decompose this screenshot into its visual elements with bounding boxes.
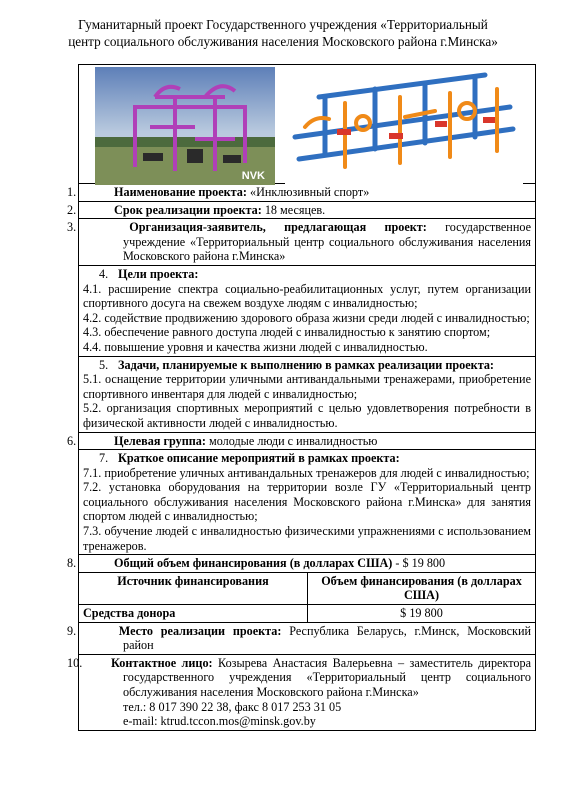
item-value: 18 месяцев.	[261, 202, 326, 217]
item-contact	[67, 654, 535, 730]
funding-table-header	[79, 572, 535, 604]
item-label: Целевая группа:	[114, 433, 206, 448]
project-form	[67, 64, 536, 731]
goal-1: 4.1. расширение спектра социально-реабилитационных услуг, путем организации спортивного досуга на свежем воздухе людям с инвалидностью;	[83, 281, 531, 311]
item-project-term	[67, 201, 535, 219]
funding-table-row	[79, 604, 535, 622]
item-number: 6.	[67, 433, 77, 448]
item-label: Организация-заявитель, предлагающая проект:	[129, 220, 427, 235]
goal-3: 4.3. обеспечение равного доступа людей с инвалидностью к занятию спортом;	[83, 325, 491, 340]
item-number: 10.	[67, 655, 83, 670]
contact-phone: тел.: 8 017 390 22 38, факс 8 017 253 31 05	[123, 699, 342, 714]
item-applicant	[67, 218, 535, 265]
item-project-name	[67, 183, 535, 201]
item-label: Задачи, планируемые к выполнению в рамках реализации проекта:	[118, 357, 494, 372]
item-label: Срок реализации проекта:	[114, 202, 262, 217]
trainer-equipment-photo	[285, 67, 523, 185]
contact-email[interactable]: e-mail: ktrud.tccon.mos@minsk.gov.by	[123, 714, 316, 729]
item-value: Республика Беларусь, г.Минск, Московский район	[123, 623, 531, 653]
table-head-source: Источник финансирования	[79, 573, 308, 604]
item-value: - $ 19 800	[392, 556, 446, 571]
header-line-1: Гуманитарный проект Государственного учреждения «Территориальный	[78, 17, 488, 32]
item-value: «Инклюзивный спорт»	[246, 185, 370, 199]
header-line-2: центр социального обслуживания населения Московского района г.Минска»	[68, 34, 498, 49]
item-label: Контактное лицо:	[111, 655, 213, 670]
document-header	[40, 16, 526, 50]
item-value: государственное учреждение «Территориальный центр социального обслуживания населения Московского района г.Минска»	[123, 220, 531, 264]
item-number: 5.	[99, 357, 109, 372]
item-activities	[79, 449, 535, 554]
item-place	[67, 622, 535, 654]
photo-row	[79, 65, 535, 183]
table-head-amount: Объем финансирования (в долларах США)	[321, 573, 522, 603]
table-source: Средства донора	[79, 605, 308, 622]
activity-3: 7.3. обучение людей с инвалидностью физическими упражнениями с использованием тренажеров.	[83, 524, 531, 553]
item-number: 4.	[99, 266, 109, 281]
item-number: 9.	[67, 623, 77, 638]
item-label: Место реализации проекта:	[118, 623, 282, 638]
item-funding	[67, 554, 535, 572]
logo-mark: NVK	[241, 170, 265, 182]
item-target-group	[67, 432, 535, 450]
item-goals	[79, 265, 535, 356]
item-value: молодые люди с инвалидностью	[205, 433, 378, 448]
item-label: Цели проекта:	[118, 266, 199, 281]
item-number: 2.	[67, 202, 77, 217]
outdoor-gym-photo	[95, 67, 275, 185]
item-number: 7.	[99, 451, 109, 466]
item-number: 3.	[67, 220, 77, 235]
activity-1: 7.1. приобретение уличных антивандальных тренажеров для людей с инвалидностью;	[83, 465, 530, 480]
item-number: 8.	[67, 556, 77, 571]
item-value: Козырева Анастасия Валерьевна – заместитель директора государственного учреждения «Территориальный центр социального обслуживания населения Московского района г.Минска»	[123, 655, 531, 699]
goal-2: 4.2. содействие продвижению здорового образа жизни среди людей с инвалидностью;	[83, 310, 530, 325]
item-number: 1.	[67, 185, 77, 199]
activity-2: 7.2. установка оборудования на территории возле ГУ «Территориальный центр социального обслуживания населения Московского района г.Минска» для занятия спортом людей с инвалидностью;	[83, 480, 531, 524]
task-1: 5.1. оснащение территории уличными антивандальными тренажерами, приобретение спортивного инвентаря для людей с инвалидностью;	[83, 372, 531, 401]
item-label: Наименование проекта:	[114, 185, 247, 199]
table-amount: $ 19 800	[400, 606, 443, 621]
goal-4: 4.4. повышение уровня и качества жизни людей с инвалидностью.	[83, 339, 428, 354]
item-tasks	[79, 356, 535, 432]
item-label: Краткое описание мероприятий в рамках проекта:	[118, 451, 400, 466]
item-label: Общий объем финансирования (в долларах США)	[114, 556, 393, 571]
task-2: 5.2. организация спортивных мероприятий с целью удовлетворения потребности в физической активности людей с инвалидностью.	[83, 401, 531, 430]
